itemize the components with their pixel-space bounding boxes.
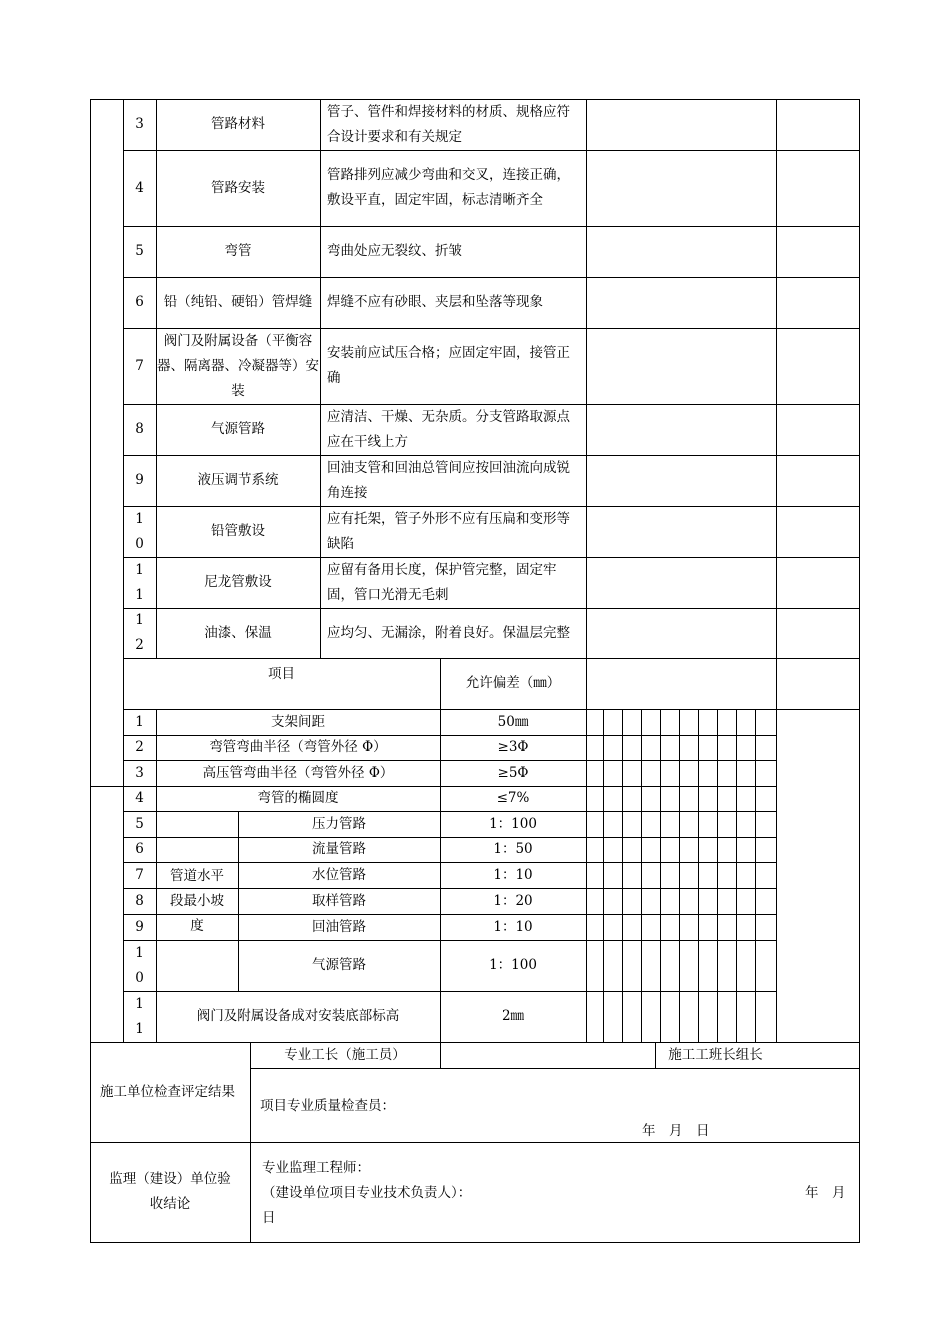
- item-number-digit: 1: [135, 1020, 144, 1037]
- deviation-header-item: 项目: [268, 666, 295, 682]
- check-item-name: 气源管路: [211, 421, 265, 437]
- deviation-tolerance: ≤7%: [496, 790, 530, 806]
- supervision-engineer-label: 专业监理工程师：: [262, 1160, 370, 1176]
- table-rule-vertical: [655, 1042, 656, 1069]
- deviation-tolerance: 2㎜: [501, 1008, 525, 1024]
- deviation-item-name: 弯管弯曲半径（弯管外径 Φ）: [209, 739, 387, 755]
- item-number-digit: 2: [135, 637, 144, 653]
- deviation-item-name: 弯管的椭圆度: [257, 790, 339, 806]
- check-item-name: 管路安装: [211, 179, 265, 196]
- check-item-requirement: 弯曲处应无裂纹、折皱: [327, 243, 462, 259]
- table-rule-vertical: [586, 99, 587, 1043]
- deviation-number: 6: [135, 841, 144, 857]
- item-number: 8: [135, 421, 144, 437]
- check-item-name: 油漆、保温: [204, 624, 272, 641]
- owner-representative-label: （建设单位项目专业技术负责人）：: [262, 1185, 472, 1201]
- deviation-tolerance: ≥3Φ: [497, 739, 529, 755]
- table-rule-horizontal: [123, 150, 860, 151]
- deviation-header-tolerance: 允许偏差（㎜）: [465, 675, 561, 691]
- table-rule-vertical: [755, 709, 756, 1043]
- deviation-number: 8: [135, 892, 144, 909]
- table-rule-vertical: [679, 709, 680, 1043]
- deviation-number: 5: [135, 815, 144, 832]
- deviation-number: 4: [135, 790, 144, 806]
- check-item-requirement: 应清洁、干燥、无杂质。分支管路取源点应在干线上方: [327, 408, 570, 450]
- item-number: 5: [135, 243, 144, 259]
- deviation-item-name: 高压管弯曲半径（弯管外径 Φ）: [202, 764, 394, 781]
- item-number: [123, 608, 156, 658]
- deviation-number: 7: [135, 866, 144, 883]
- deviation-tolerance: 50㎜: [497, 713, 529, 730]
- table-rule-vertical: [123, 99, 124, 1043]
- item-number-digit: 1: [135, 561, 144, 578]
- table-rule-vertical: [156, 99, 157, 659]
- check-item-name: 阀门及附属设备（平衡容器、隔离器、冷凝器等）安装: [157, 332, 319, 399]
- table-rule-vertical: [320, 99, 321, 659]
- table-rule-vertical: [641, 709, 642, 1043]
- table-rule-vertical: [776, 709, 777, 1043]
- table-rule-horizontal: [123, 404, 860, 405]
- table-rule-vertical: [622, 709, 623, 1043]
- table-rule-vertical: [736, 709, 737, 1043]
- item-number-digit: 1: [135, 612, 144, 628]
- table-rule-vertical: [859, 99, 860, 1243]
- team-leader-label: 施工工班长组长: [668, 1046, 763, 1063]
- item-number-digit: 1: [135, 944, 144, 961]
- deviation-number: [123, 991, 156, 1042]
- slope-item-name: 水位管路: [312, 866, 366, 883]
- check-item-name: 液压调节系统: [197, 472, 279, 488]
- construction-label: 施工单位检查评定结果: [100, 1083, 235, 1100]
- table-rule-vertical: [156, 709, 157, 1043]
- deviation-number: 1: [135, 713, 144, 730]
- deviation-number: 2: [135, 739, 144, 755]
- item-number-digit: 1: [135, 995, 144, 1012]
- slope-item-name: 流量管路: [312, 841, 366, 857]
- table-rule-vertical: [440, 658, 441, 1043]
- item-number: [123, 506, 156, 557]
- quality-inspector-label: 项目专业质量检查员：: [260, 1098, 395, 1114]
- item-number: [123, 557, 156, 608]
- table-rule-horizontal: [123, 277, 860, 278]
- check-item-name: 弯管: [224, 243, 252, 259]
- deviation-tolerance: 1：10: [493, 866, 533, 883]
- deviation-tolerance: ≥5Φ: [497, 764, 529, 781]
- table-rule-horizontal: [90, 99, 860, 100]
- check-item-name: 铅（纯铅、硬铅）管焊缝: [163, 294, 313, 310]
- check-item-requirement: 应留有备用长度，保护管完整，固定牢固，管口光滑无毛刺: [327, 561, 557, 603]
- table-rule-vertical: [776, 99, 777, 710]
- item-number: 3: [135, 116, 144, 132]
- deviation-number: 9: [135, 918, 144, 935]
- table-rule-horizontal: [90, 1242, 860, 1243]
- supervision-date-day: 日: [262, 1210, 276, 1226]
- supervision-label: 监理（建设）单位验收结论: [109, 1171, 231, 1212]
- deviation-number: 3: [135, 764, 144, 781]
- deviation-tolerance: 1：20: [493, 892, 533, 909]
- item-number: 4: [135, 179, 144, 196]
- item-number-digit: 1: [135, 510, 144, 527]
- table-rule-vertical: [238, 811, 239, 992]
- item-number-digit: 1: [135, 586, 144, 603]
- check-item-name: 铅管敷设: [211, 523, 265, 539]
- table-rule-vertical: [603, 709, 604, 1043]
- item-number-digit: 0: [135, 535, 144, 552]
- item-number: 9: [135, 472, 144, 488]
- table-rule-horizontal: [123, 557, 860, 558]
- table-rule-horizontal: [123, 328, 860, 329]
- supervision-date-year-month: 年 月: [805, 1185, 846, 1201]
- slope-item-name: 气源管路: [312, 957, 366, 973]
- item-number: 7: [135, 357, 144, 374]
- check-item-requirement: 管路排列应减少弯曲和交叉，连接正确，敷设平直，固定牢固，标志清晰齐全: [327, 167, 570, 208]
- check-item-name: 尼龙管敷设: [204, 574, 272, 590]
- construction-date: 年 月 日: [642, 1123, 710, 1139]
- check-item-requirement: 安装前应试压合格；应固定牢固，接管正确: [327, 345, 570, 386]
- deviation-item-name: 阀门及附属设备成对安装底部标高: [196, 1008, 400, 1024]
- check-item-requirement: 管子、管件和焊接材料的材质、规格应符合设计要求和有关规定: [327, 103, 570, 145]
- table-rule-vertical: [90, 99, 91, 1243]
- table-rule-vertical: [250, 1042, 251, 1243]
- table-rule-horizontal: [90, 786, 777, 787]
- deviation-tolerance: 1：50: [493, 841, 533, 857]
- check-item-requirement: 焊缝不应有砂眼、夹层和坠落等现象: [327, 294, 543, 310]
- deviation-item-name: 支架间距: [271, 713, 325, 730]
- check-item-name: 管路材料: [211, 116, 265, 132]
- table-rule-vertical: [440, 1042, 441, 1069]
- table-rule-horizontal: [123, 226, 860, 227]
- check-item-requirement: 回油支管和回油总管间应按回油流向成锐角连接: [327, 459, 570, 501]
- deviation-tolerance: 1：100: [489, 815, 537, 832]
- slope-item-name: 压力管路: [312, 815, 366, 832]
- deviation-number: [123, 940, 156, 991]
- table-rule-vertical: [698, 709, 699, 1043]
- item-number-digit: 0: [135, 969, 144, 986]
- slope-item-name: 回油管路: [312, 918, 366, 935]
- table-rule-horizontal: [123, 709, 860, 710]
- table-rule-vertical: [717, 709, 718, 1043]
- check-item-requirement: 应均匀、无漏涂，附着良好。保温层完整: [327, 624, 570, 641]
- check-item-requirement: 应有托架，管子外形不应有压扁和变形等缺陷: [327, 510, 570, 552]
- table-rule-horizontal: [123, 506, 860, 507]
- deviation-tolerance: 1：100: [489, 957, 537, 973]
- table-rule-horizontal: [123, 455, 860, 456]
- table-rule-vertical: [660, 709, 661, 1043]
- slope-group-label: 管道水平段最小坡度: [170, 867, 224, 934]
- foreman-label: 专业工长（施工员）: [284, 1046, 406, 1063]
- table-rule-horizontal: [123, 608, 860, 609]
- item-number: 6: [135, 294, 144, 310]
- slope-item-name: 取样管路: [312, 892, 366, 909]
- deviation-tolerance: 1：10: [493, 918, 533, 935]
- table-rule-horizontal: [250, 1068, 860, 1069]
